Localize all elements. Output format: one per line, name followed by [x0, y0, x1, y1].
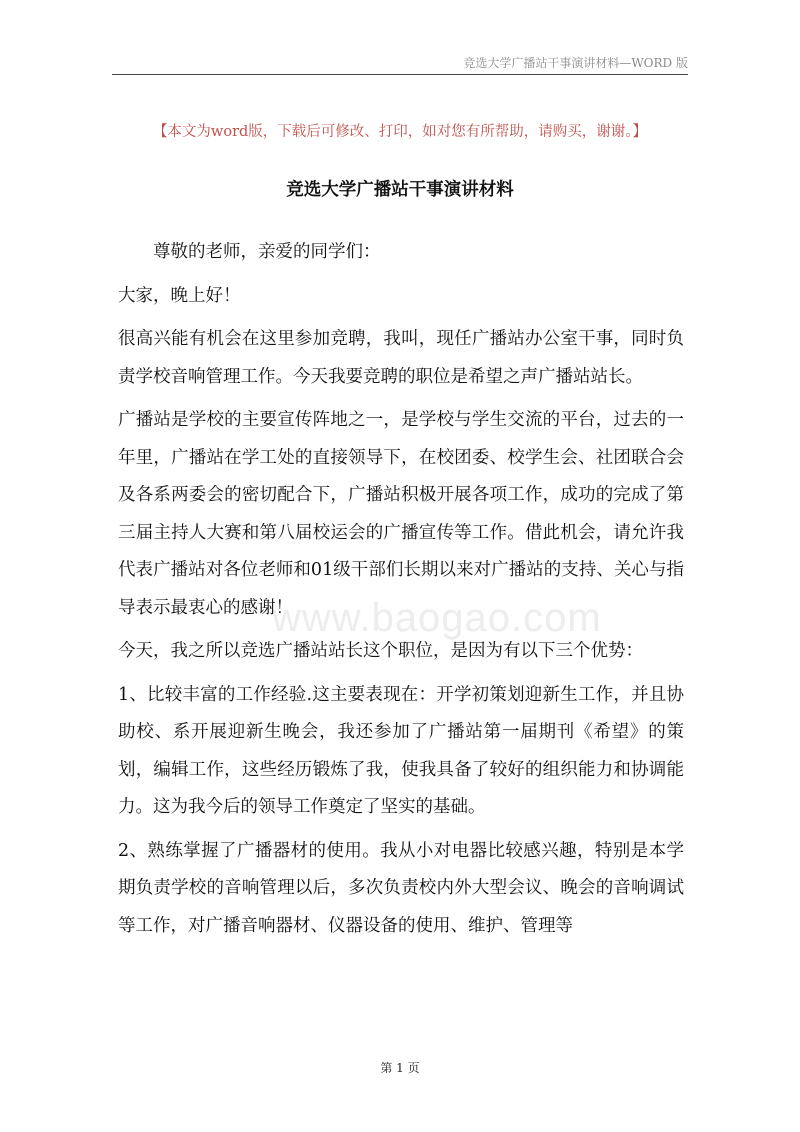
body-paragraph: 很高兴能有机会在这里参加竞聘，我叫，现任广播站办公室干事，同时负责学校音响管理工作。今天我要竞聘的职位是希望之声广播站站长。: [118, 329, 684, 387]
document-title: 竞选大学广播站干事演讲材料: [286, 180, 514, 200]
body-paragraph: 广播站是学校的主要宣传阵地之一，是学校与学生交流的平台，过去的一年里，广播站在学工处的直接领导下，在校团委、校学生会、社团联合会及各系两委会的密切配合下，广播站积极开展各项工作，成功的完成了第三届主持人大赛和第八届校运会的广播宣传等工作。借此机会，请允许我代表广播站对各位老师和01级干部们长期以来对广播站的支持、关心与指导表示最衷心的感谢！: [118, 410, 684, 618]
header-rule: [112, 74, 688, 75]
body-paragraph: 2、熟练掌握了广播器材的使用。我从小对电器比较感兴趣，特别是本学期负责学校的音响管理以后，多次负责校内外大型会议、晚会的音响调试等工作，对广播音响器材、仪器设备的使用、维护、管理等: [118, 840, 684, 936]
document-body: [118, 234, 684, 951]
running-header: 竞选大学广播站干事演讲材料—WORD 版: [463, 56, 688, 70]
body-paragraph: 1、比较丰富的工作经验.这主要表现在：开学初策划迎新生工作，并且协助校、系开展迎新生晚会，我还参加了广播站第一届期刊《希望》的策划，编辑工作，这些经历锻炼了我，使我具备了较好的组织能力和协调能力。这为我今后的领导工作奠定了坚实的基础。: [118, 684, 684, 817]
salutation-paragraph: 尊敬的老师，亲爱的同学们：: [153, 242, 381, 262]
page-number: 第 1 页: [380, 1061, 420, 1075]
body-paragraph: 今天，我之所以竞选广播站站长这个职位，是因为有以下三个优势：: [118, 641, 643, 661]
watermark: www.baogao.com: [272, 596, 602, 640]
word-version-notice: 【本文为word版，下载后可修改、打印，如对您有所帮助，请购买，谢谢。】: [152, 124, 648, 140]
greeting-paragraph: 大家，晚上好！: [118, 285, 241, 306]
